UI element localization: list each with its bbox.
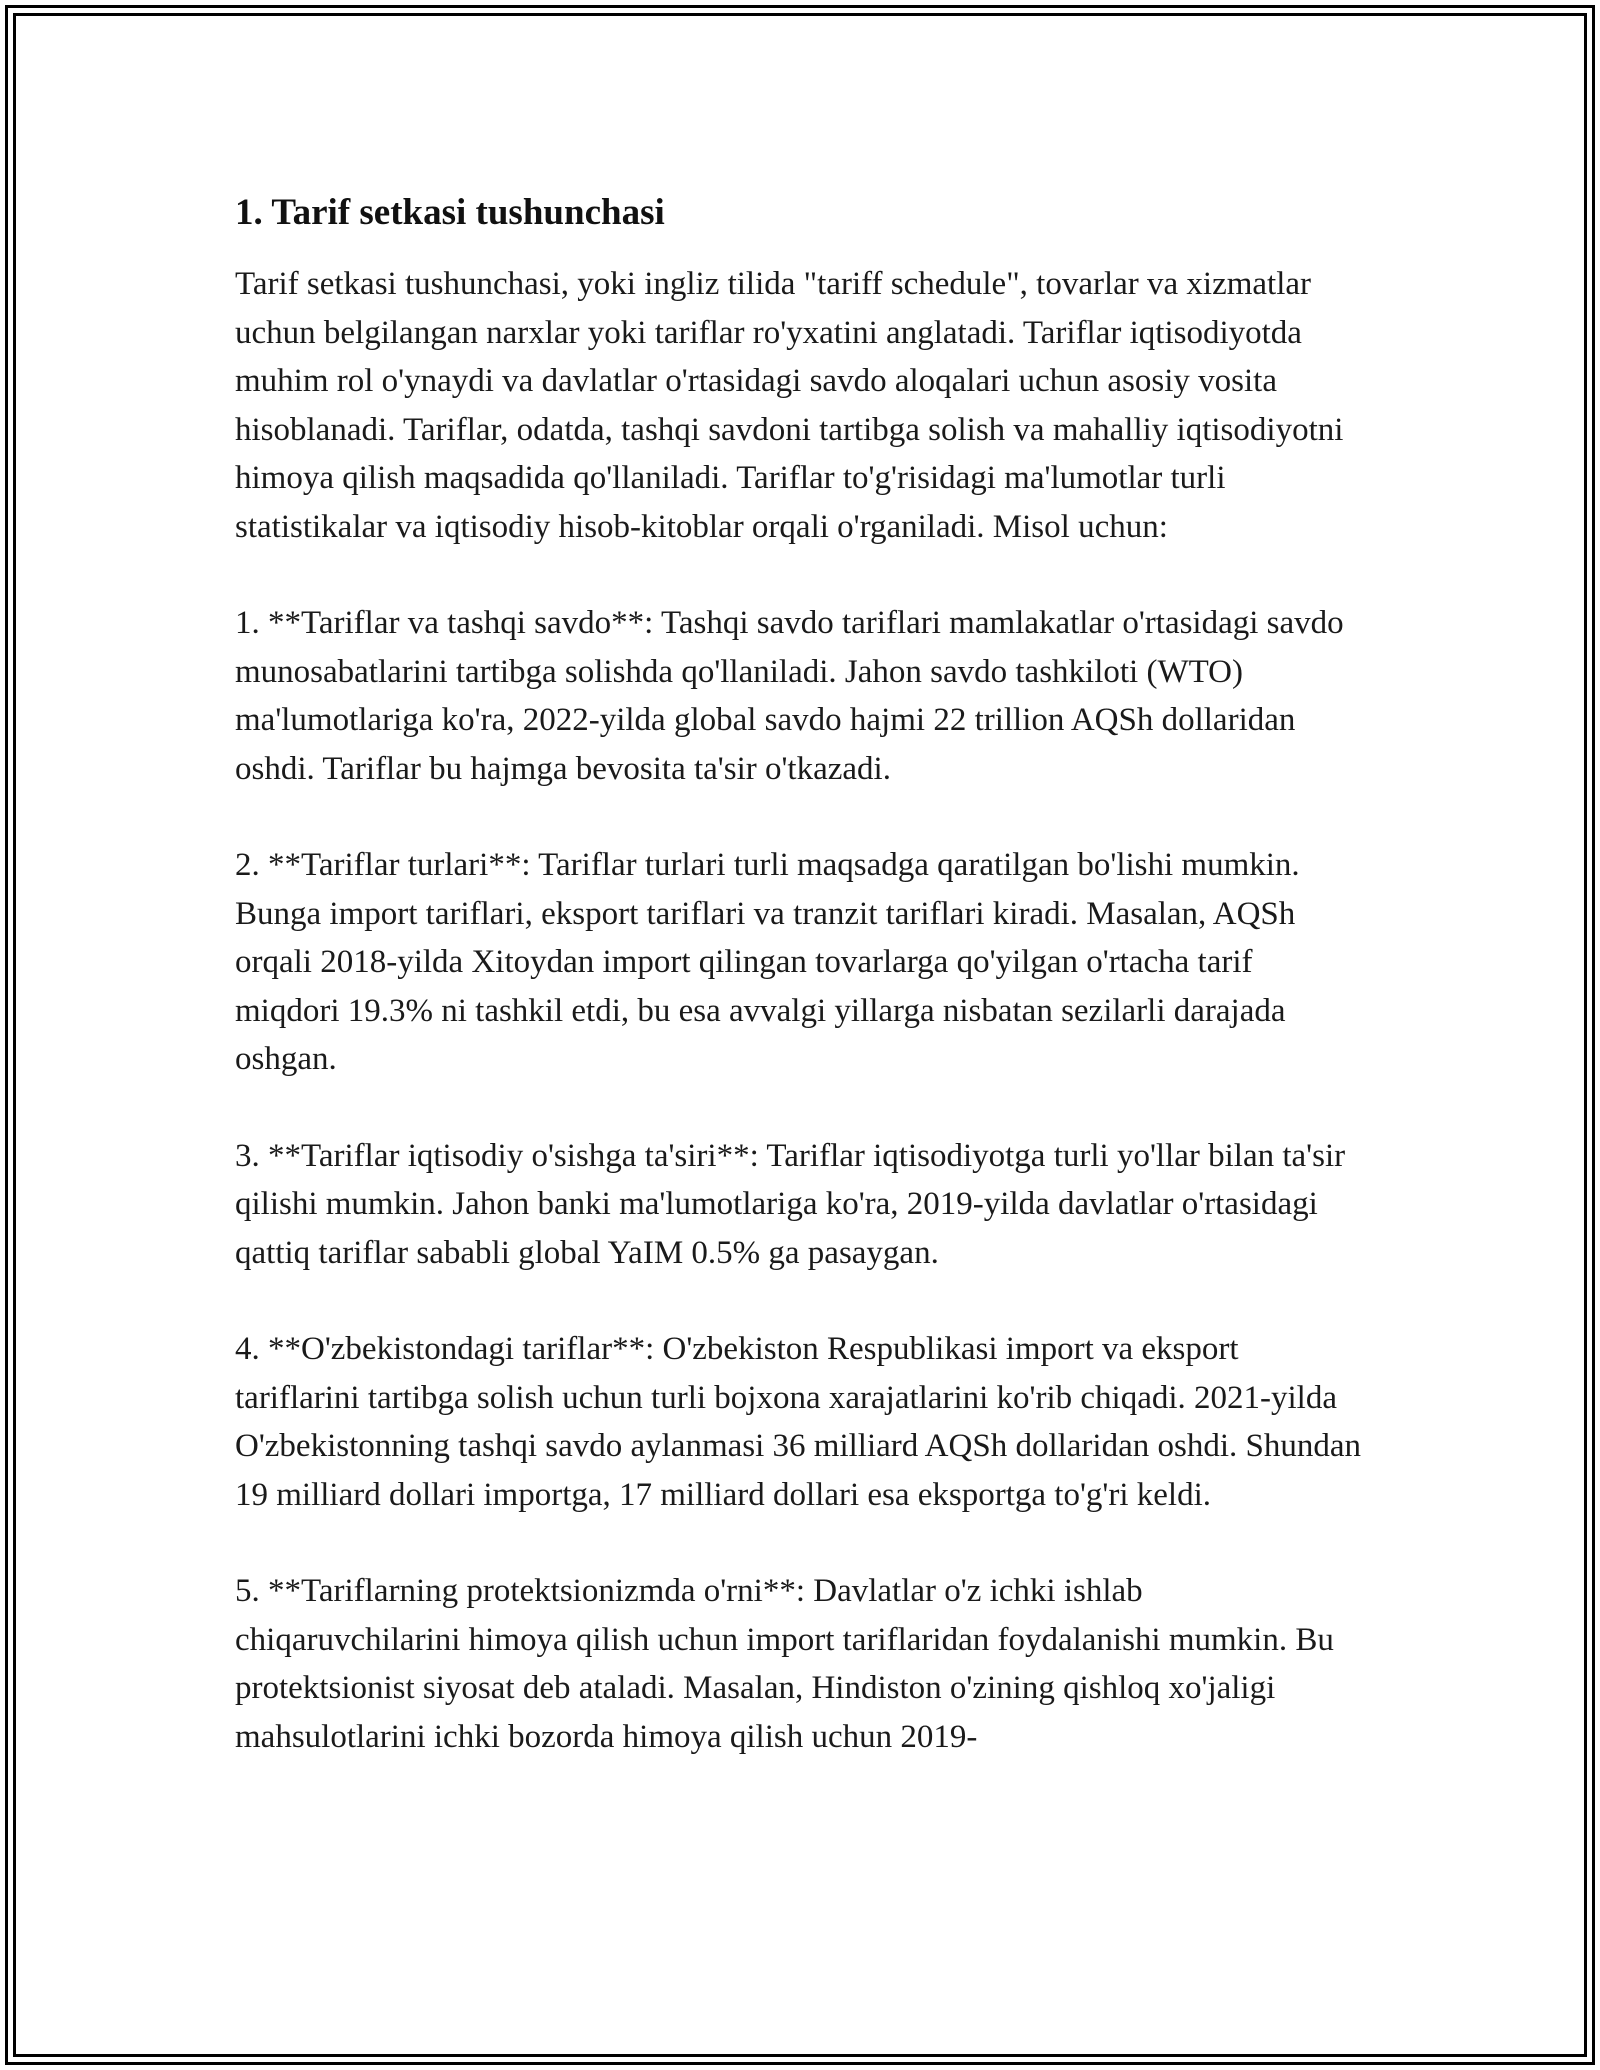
- list-item-4: 4. **O'zbekistondagi tariflar**: O'zbekiston Respublikasi import va eksport tariflarini tartibga solish uchun turli bojxona xarajatlarini ko'rib chiqadi. 2021-yilda O'zbekistonning tashqi savdo aylanmasi 36 milliard AQSh dollaridan oshdi. Shundan 19 milliard dollari importga, 17 milliard dollari esa eksportga to'g'ri keldi.: [235, 1331, 1361, 1513]
- intro-paragraph: Tarif setkasi tushunchasi, yoki ingliz tilida "tariff schedule", tovarlar va xizmatlar uchun belgilangan narxlar yoki tariflar ro'yxatini anglatadi. Tariflar iqtisodiyotda muhim rol o'ynaydi va davlatlar o'rtasidagi savdo aloqalari uchun asosiy vosita hisoblanadi. Tariflar, odatda, tashqi savdoni tartibga solish va mahalliy iqtisodiyotni himoya qilish maqsadida qo'llaniladi. Tariflar to'g'risidagi ma'lumotlar turli statistikalar va iqtisodiy hisob-kitoblar orqali o'rganiladi. Misol uchun:: [235, 266, 1344, 545]
- list-item-5: 5. **Tariflarning protektsionizmda o'rni**: Davlatlar o'z ichki ishlab chiqaruvchilarini himoya qilish uchun import tariflaridan foydalanishi mumkin. Bu protektsionist siyosat deb ataladi. Masalan, Hindiston o'zining qishloq xo'jaligi mahsulotlarini ichki bozorda himoya qilish uchun 2019-: [235, 1573, 1334, 1755]
- section-heading: 1. Tarif setkasi tushunchasi: [235, 192, 665, 233]
- document-body: [235, 185, 1365, 1761]
- list-item-2: 2. **Tariflar turlari**: Tariflar turlari turli maqsadga qaratilgan bo'lishi mumkin. Bunga import tariflari, eksport tariflari va tranzit tariflari kiradi. Masalan, AQSh orqali 2018-yilda Xitoydan import qilingan tovarlarga qo'yilgan o'rtacha tarif miqdori 19.3% ni tashkil etdi, bu esa avvalgi yillarga nisbatan sezilarli darajada oshgan.: [235, 847, 1300, 1077]
- list-item-1: 1. **Tariflar va tashqi savdo**: Tashqi savdo tariflari mamlakatlar o'rtasidagi savdo munosabatlarini tartibga solishda qo'llaniladi. Jahon savdo tashkiloti (WTO) ma'lumotlariga ko'ra, 2022-yilda global savdo hajmi 22 trillion AQSh dollaridan oshdi. Tariflar bu hajmga bevosita ta'sir o'tkazadi.: [235, 605, 1344, 787]
- list-item-3: 3. **Tariflar iqtisodiy o'sishga ta'siri**: Tariflar iqtisodiyotga turli yo'llar bilan ta'sir qilishi mumkin. Jahon banki ma'lumotlariga ko'ra, 2019-yilda davlatlar o'rtasidagi qattiq tariflar sababli global YaIM 0.5% ga pasaygan.: [235, 1137, 1346, 1271]
